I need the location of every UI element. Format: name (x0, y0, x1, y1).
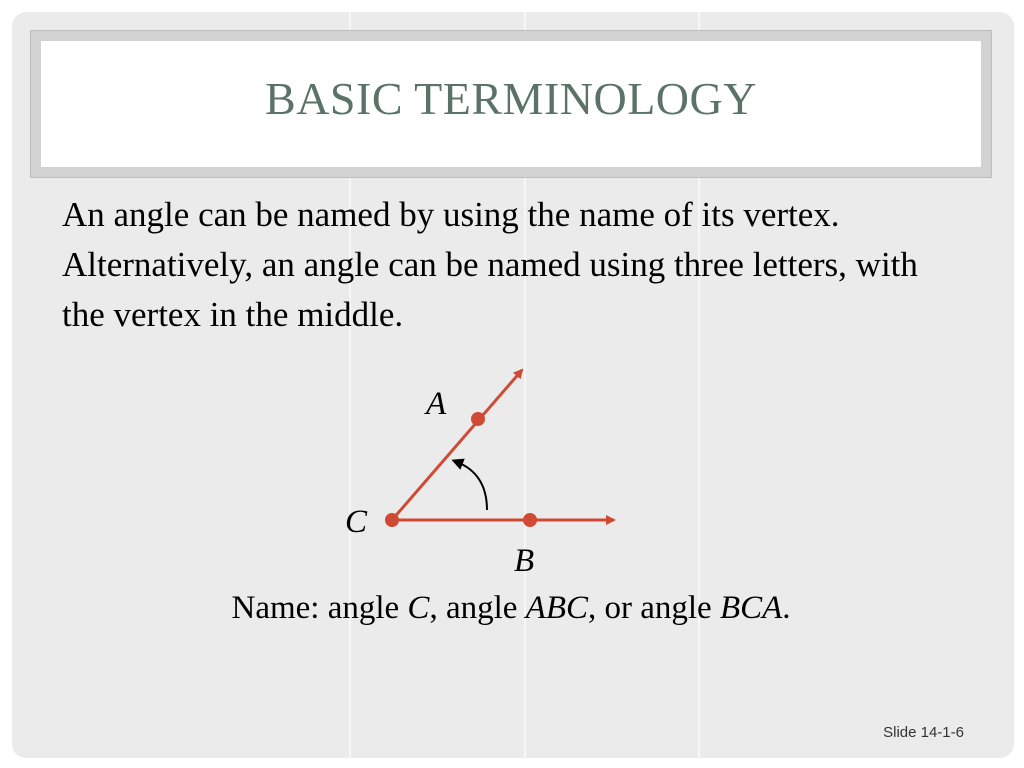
label-b: B (514, 543, 535, 579)
slide-title: BASIC TERMINOLOGY (265, 72, 757, 124)
label-a: A (426, 386, 447, 422)
angle-arc-arrow (457, 462, 487, 510)
caption-prefix: Name: angle (231, 590, 408, 626)
ray-ca (392, 370, 522, 520)
caption-c: C (407, 590, 430, 626)
body-paragraph: An angle can be named by using the name of its vertex. Alternatively, an angle can be named using three letters, with the vertex in the middle. (62, 195, 918, 334)
caption-sep1: , angle (429, 590, 526, 626)
slide (12, 12, 1014, 758)
angle-diagram (12, 12, 1014, 758)
point-b (523, 513, 537, 527)
caption-bca: BCA (719, 590, 783, 626)
point-a (471, 412, 485, 426)
caption-sep2: , or angle (587, 590, 720, 626)
label-c: C (345, 504, 368, 540)
slide-number: Slide 14-1-6 (883, 724, 964, 741)
point-c (385, 513, 399, 527)
caption (12, 590, 1012, 627)
caption-end: . (782, 590, 791, 626)
caption-abc: ABC (525, 590, 588, 626)
